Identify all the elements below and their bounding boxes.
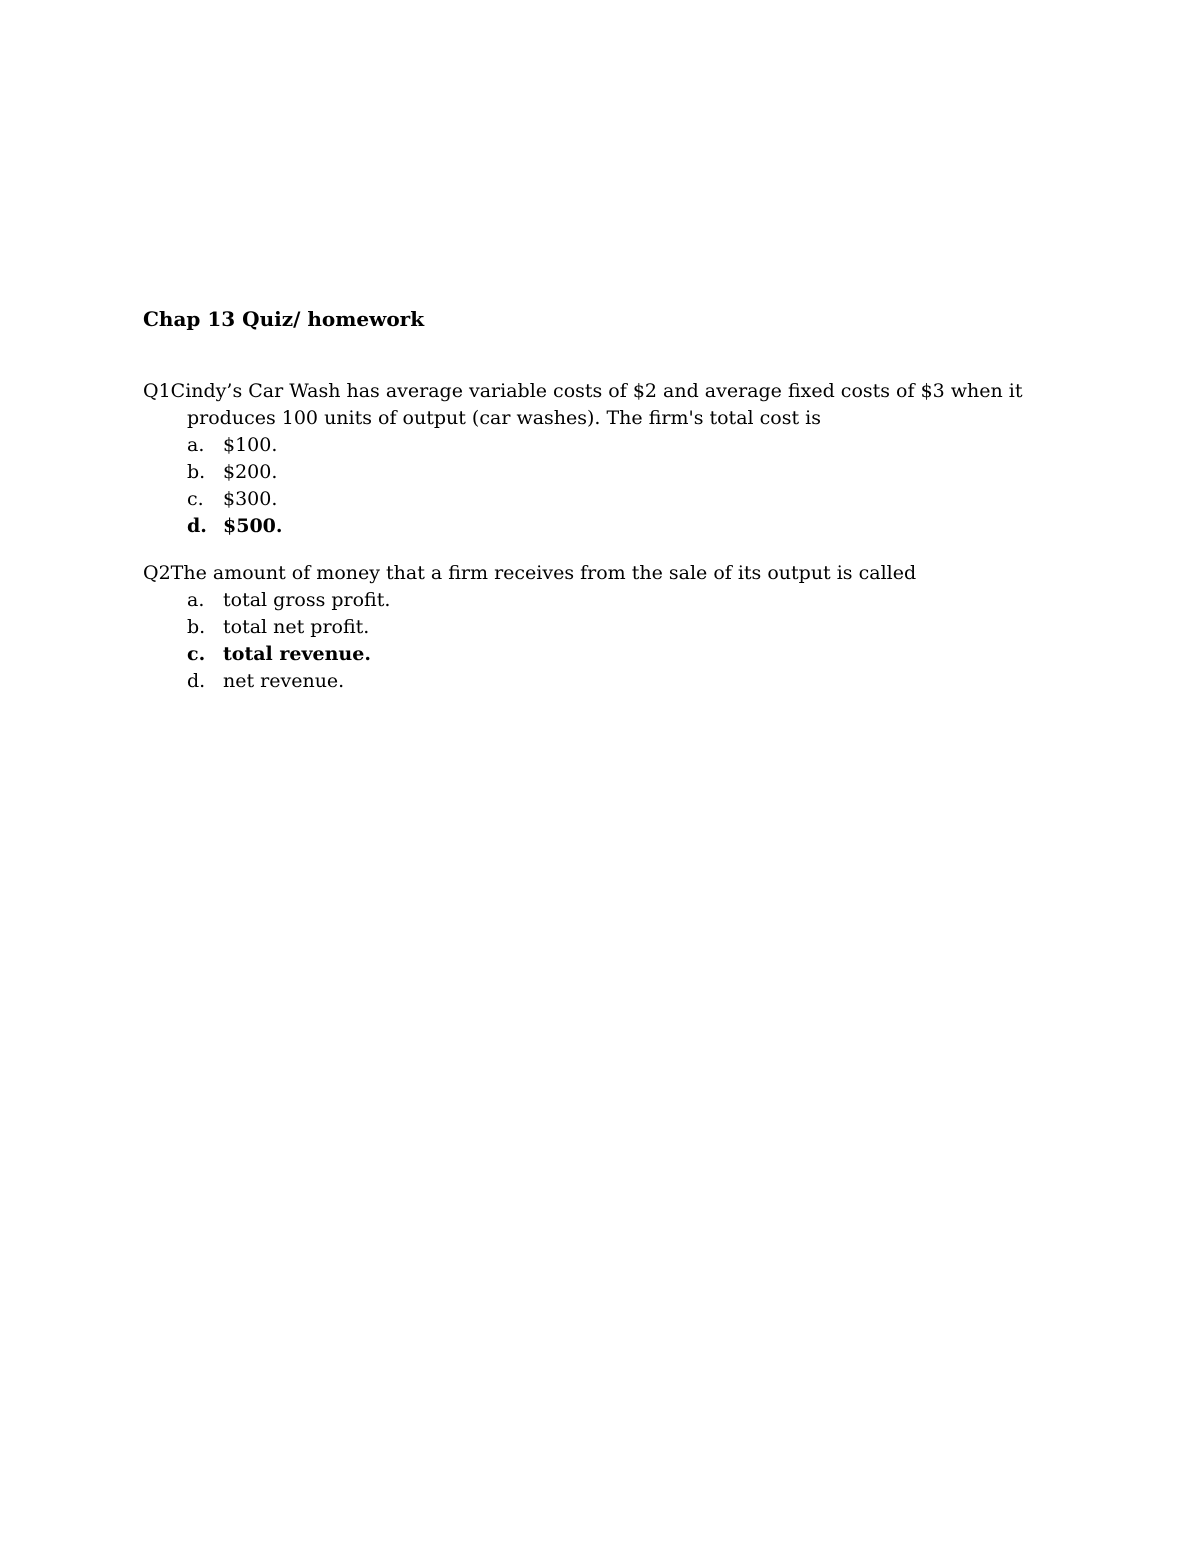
answer-options xyxy=(143,587,1043,695)
answer-option xyxy=(187,614,1043,641)
question-text: The amount of money that a firm receives from the sale of its output is called xyxy=(170,562,917,584)
option-letter: a. xyxy=(187,589,205,611)
question-text: Cindy’s Car Wash has average variable costs of $2 and average fixed costs of $3 when it produces 100 units of output (car washes). The firm's total cost is xyxy=(170,380,1023,429)
question-number: Q1 xyxy=(143,380,171,402)
answer-option xyxy=(187,459,1043,486)
answer-option xyxy=(187,486,1043,513)
option-text: net revenue. xyxy=(223,670,345,692)
question-2 xyxy=(143,560,1043,695)
option-letter: d. xyxy=(187,670,206,692)
question-number: Q2 xyxy=(143,562,171,584)
option-letter: c. xyxy=(187,643,206,665)
answer-option-correct xyxy=(187,641,1043,668)
question-stem xyxy=(143,560,1043,587)
option-text: $300. xyxy=(223,488,278,510)
document-title: Chap 13 Quiz/ homework xyxy=(143,307,425,331)
answer-option xyxy=(187,587,1043,614)
question-1 xyxy=(143,378,1043,540)
option-text: $200. xyxy=(223,461,278,483)
option-text: total gross profit. xyxy=(223,589,391,611)
answer-option xyxy=(187,432,1043,459)
answer-options xyxy=(143,432,1043,540)
option-text: $100. xyxy=(223,434,278,456)
option-letter: a. xyxy=(187,434,205,456)
option-letter: c. xyxy=(187,488,204,510)
option-text: $500. xyxy=(223,515,283,537)
answer-option xyxy=(187,668,1043,695)
question-stem xyxy=(143,378,1043,432)
option-letter: d. xyxy=(187,515,207,537)
option-letter: b. xyxy=(187,461,206,483)
option-text: total net profit. xyxy=(223,616,370,638)
answer-option-correct xyxy=(187,513,1043,540)
option-text: total revenue. xyxy=(223,643,371,665)
option-letter: b. xyxy=(187,616,206,638)
